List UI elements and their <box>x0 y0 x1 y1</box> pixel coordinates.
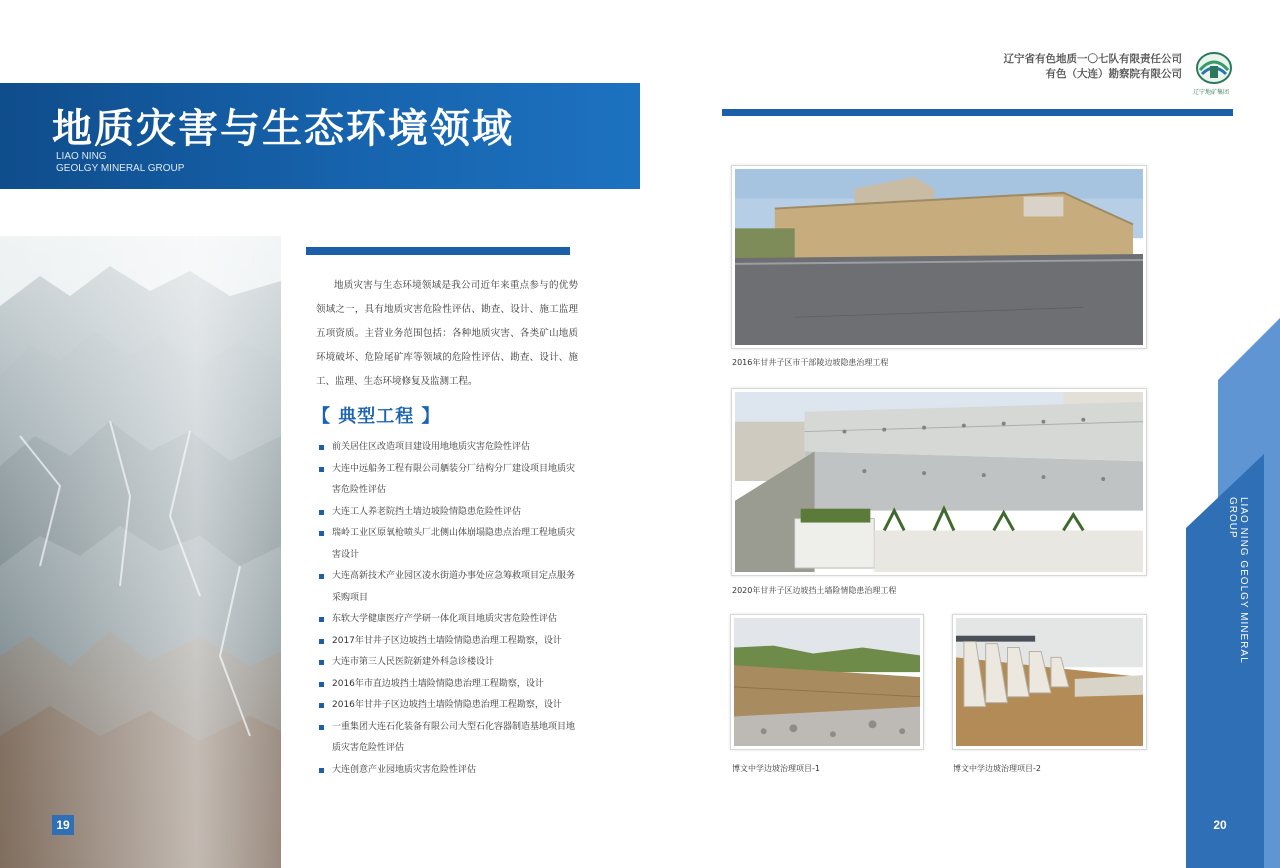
list-item: 大连中远船务工程有限公司舾装分厂结构分厂建设项目地质灾害危险性评估 <box>318 459 580 502</box>
page-number-left: 19 <box>52 815 74 835</box>
page-title: 地质灾害与生态环境领域 <box>52 106 514 152</box>
photo-caption-3: 博文中学边坡治理项目-1 <box>732 764 820 773</box>
photo-retaining-wall-2016 <box>731 165 1147 349</box>
list-item: 瑞岭工业区原氧枪喷头厂北侧山体崩塌隐患点治理工程地质灾害设计 <box>318 523 580 566</box>
vertical-group-name: LIAO NING GEOLGY MINERAL GROUP <box>1227 497 1249 664</box>
title-subtitle <box>56 151 184 175</box>
divider-bar-right <box>722 109 1233 116</box>
list-item: 大连市第三人民医院新建外科急诊楼设计 <box>318 652 580 674</box>
list-item: 东软大学健康医疗产学研一体化项目地质灾害危险性评估 <box>318 609 580 631</box>
company-name-line-2: 有色（大连）勘察院有限公司 <box>1045 68 1182 80</box>
photo-bowen-school-slope-1 <box>730 614 924 750</box>
project-list <box>318 437 580 781</box>
section-title-typical-projects: 【 典型工程 】 <box>312 406 441 427</box>
list-item: 大连高新技术产业园区凌水街道办事处应急筹救项目定点服务采购项目 <box>318 566 580 609</box>
photo-caption-2: 2020年甘井子区边坡挡土墙险情隐患治理工程 <box>732 586 897 595</box>
photo-caption-1: 2016年甘井子区市干部陵边坡隐患治理工程 <box>732 358 889 367</box>
title-banner <box>0 83 640 189</box>
list-item: 前关居住区改造项目建设用地地质灾害危险性评估 <box>318 437 580 459</box>
company-name <box>1004 52 1183 82</box>
intro-paragraph: 地质灾害与生态环境领域是我公司近年来重点参与的优势领域之一，具有地质灾害危险性评估、勘查、设计、施工监理五项资质。主营业务范围包括：各种地质灾害、各类矿山地质环境破坏、危险尾矿库等领域的危险性评估、勘查、设计、施工、监理、生态环境修复及监测工程。 <box>316 280 578 387</box>
page-number-right: 20 <box>1209 815 1231 835</box>
divider-bar <box>306 247 570 255</box>
subtitle-line-1: LIAO NING <box>56 151 107 162</box>
list-item: 大连创意产业园地质灾害危险性评估 <box>318 760 580 782</box>
company-name-line-1: 辽宁省有色地质一〇七队有限责任公司 <box>1003 53 1182 65</box>
list-item: 大连工人养老院挡土墙边坡险情隐患危险性评估 <box>318 502 580 524</box>
subtitle-line-2: GEOLGY MINERAL GROUP <box>56 163 185 174</box>
list-item: 2016年甘井子区边坡挡土墙险情隐患治理工程勘察，设计 <box>318 695 580 717</box>
photo-slope-wall-2020 <box>731 388 1147 576</box>
list-item: 2017年甘井子区边坡挡土墙险情隐患治理工程勘察，设计 <box>318 631 580 653</box>
list-item: 2016年市直边坡挡土墙险情隐患治理工程勘察，设计 <box>318 674 580 696</box>
list-item: 一重集团大连石化装备有限公司大型石化容器制造基地项目地质灾害危险性评估 <box>318 717 580 760</box>
logo-text: 辽宁地矿集团 <box>1193 89 1230 96</box>
mountain-landscape-image <box>0 236 281 868</box>
photo-bowen-school-slope-2 <box>952 614 1147 750</box>
photo-caption-4: 博文中学边坡治理项目-2 <box>953 764 1041 773</box>
